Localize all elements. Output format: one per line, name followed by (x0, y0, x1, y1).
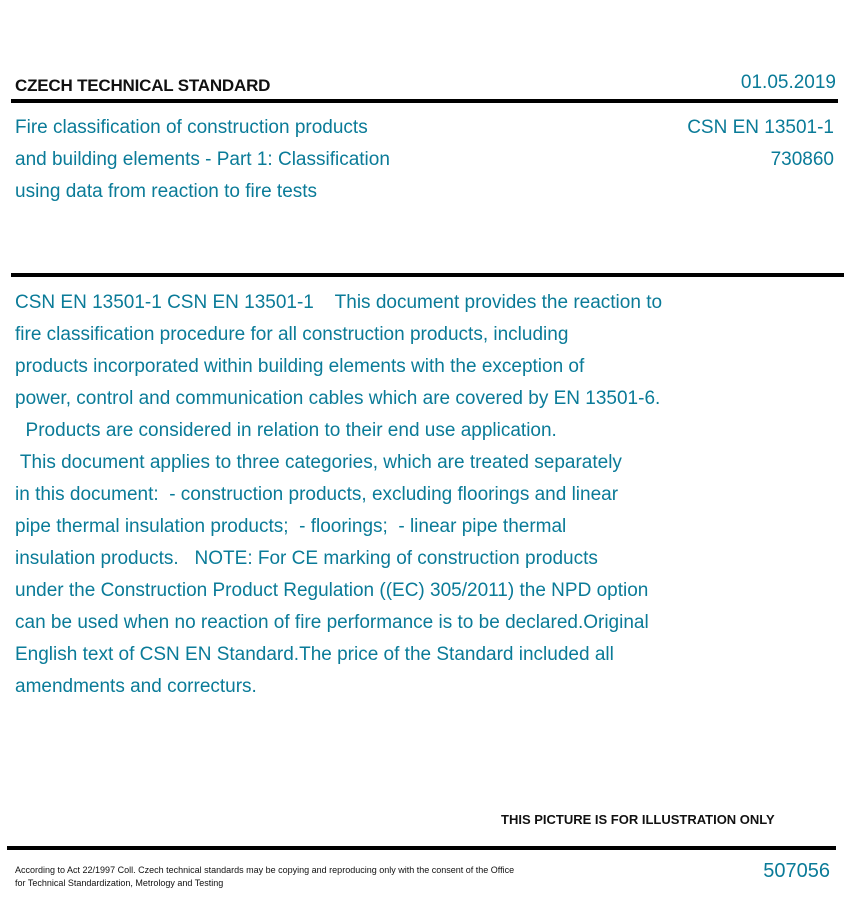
footer-divider (7, 846, 836, 850)
header-divider (11, 99, 838, 103)
abstract-line: This document applies to three categories, which are treated separately (15, 452, 622, 473)
abstract-line: English text of CSN EN Standard.The price of the Standard included all (15, 644, 614, 665)
legal-line-2: for Technical Standardization, Metrology and Testing (15, 878, 224, 888)
legal-line-1: According to Act 22/1997 Coll. Czech technical standards may be copying and reproducing only with the consent of the Office (15, 865, 515, 875)
abstract-line: insulation products. NOTE: For CE marking of construction products (15, 548, 598, 569)
abstract-line: in this document: - construction products, excluding floorings and linear (15, 484, 619, 505)
title-line-1: Fire classification of construction products (15, 117, 368, 138)
legal-notice (15, 864, 514, 890)
title-line-2: and building elements - Part 1: Classification (15, 149, 390, 170)
title-line-3: using data from reaction to fire tests (15, 181, 318, 202)
publication-date: 01.05.2019 (740, 72, 836, 93)
standard-type-label: CZECH TECHNICAL STANDARD (15, 76, 271, 95)
product-number: 507056 (763, 860, 830, 882)
title-divider (11, 273, 844, 277)
abstract-line: power, control and communication cables which are covered by EN 13501-6. (15, 388, 661, 409)
abstract-line: pipe thermal insulation products; - floorings; - linear pipe thermal (15, 516, 567, 537)
abstract-line: products incorporated within building elements with the exception of (15, 356, 585, 377)
class-number: 730860 (770, 149, 834, 170)
abstract-line: fire classification procedure for all construction products, including (15, 324, 569, 345)
abstract-line: amendments and correcturs. (15, 676, 257, 697)
abstract-line: Products are considered in relation to their end use application. (15, 420, 557, 441)
abstract-line: CSN EN 13501-1 CSN EN 13501-1 This document provides the reaction to (15, 292, 663, 313)
abstract-line: can be used when no reaction of fire performance is to be declared.Original (15, 612, 649, 633)
abstract-line: under the Construction Product Regulation ((EC) 305/2011) the NPD option (15, 580, 649, 601)
standard-designation: CSN EN 13501-1 (687, 117, 834, 138)
abstract-text (15, 287, 775, 703)
illustration-note: THIS PICTURE IS FOR ILLUSTRATION ONLY (501, 812, 775, 827)
